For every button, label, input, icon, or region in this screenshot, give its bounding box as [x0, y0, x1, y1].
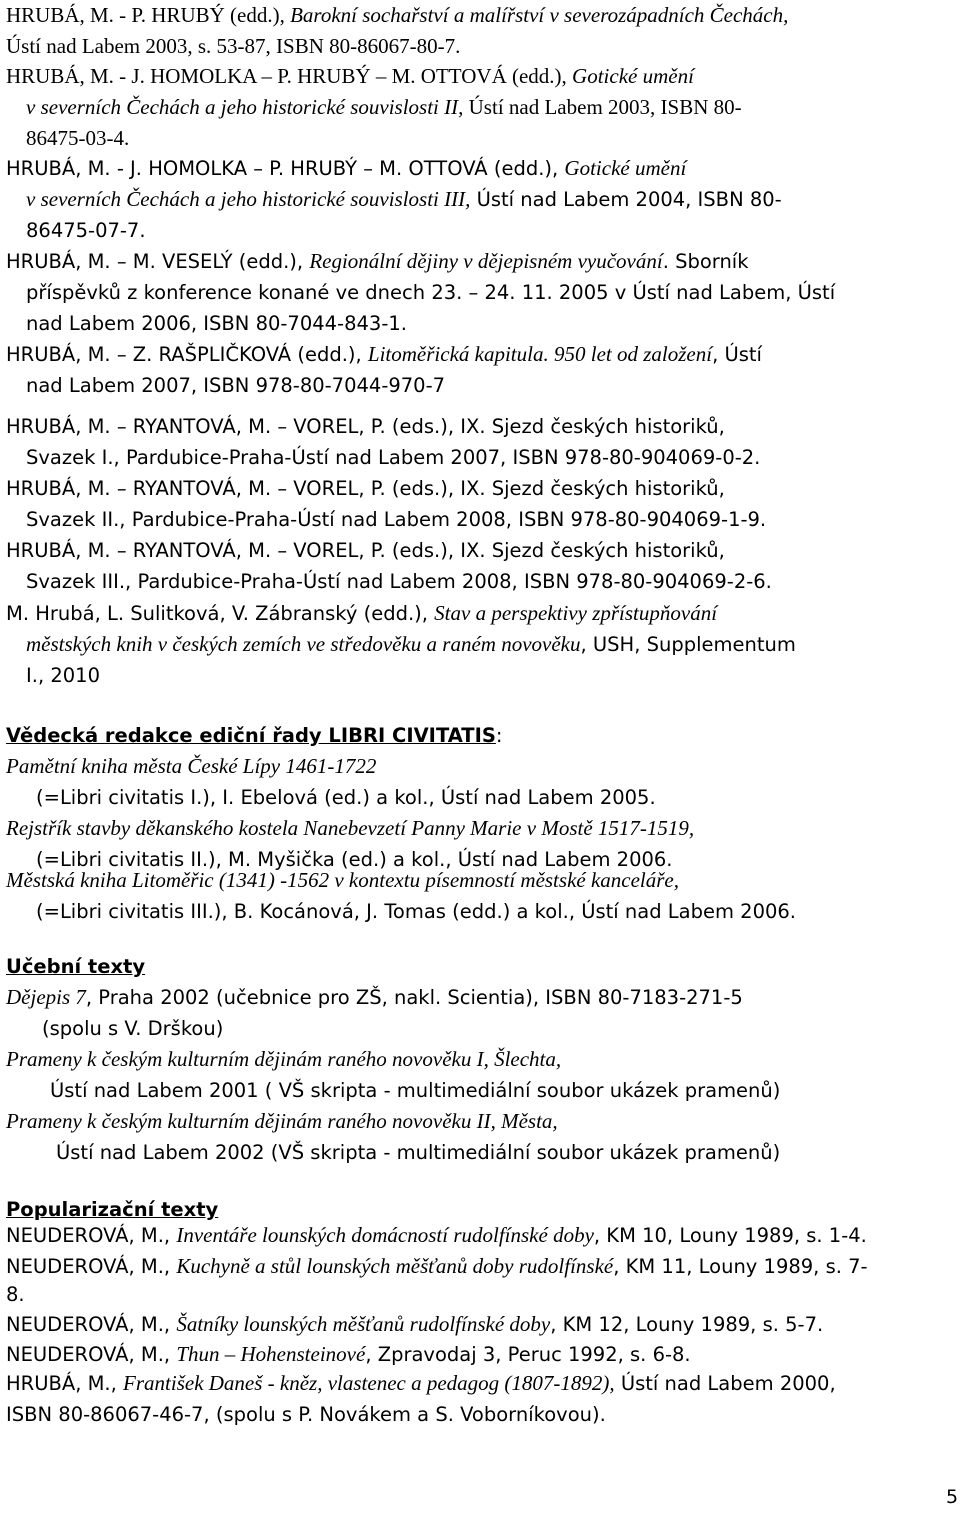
text-run: , KM 11, Louny 1989, s. 7- — [613, 1255, 868, 1278]
text-run: Pamětní kniha města České Lípy 1461-1722 — [6, 754, 377, 778]
text-run: Kuchyně a stůl lounských měšťanů doby rudolfínské — [176, 1254, 614, 1278]
text-run: , Praha 2002 (učebnice pro ZŠ, nakl. Scientia), ISBN 80-7183-271-5 — [85, 986, 743, 1009]
text-run: Ústí nad Labem 2000, — [614, 1372, 836, 1395]
text-run: . Sborník — [662, 250, 749, 273]
text-run: M. Hrubá, L. Sulitková, V. Zábranský (edd.), — [6, 602, 435, 625]
text-run: Svazek II., Pardubice-Praha-Ústí nad Labem 2008, ISBN 978-80-904069-1-9. — [26, 508, 767, 531]
text-line — [6, 1196, 218, 1223]
text-run: Rejstřík stavby děkanského kostela Nanebevzetí Panny Marie v Mostě 1517-1519, — [6, 816, 695, 840]
page-number: 5 — [946, 1486, 959, 1508]
text-line — [6, 1281, 25, 1308]
text-line — [26, 125, 129, 151]
text-run: nad Labem 2006, ISBN 80-7044-843-1. — [26, 312, 407, 335]
text-line — [6, 33, 460, 59]
text-line — [26, 631, 796, 658]
text-line — [6, 1222, 867, 1249]
text-line — [36, 784, 656, 811]
text-run: příspěvků z konference konané ve dnech 23. – 24. 11. 2005 v Ústí nad Labem, Ústí — [26, 281, 836, 304]
text-line — [6, 1311, 823, 1338]
text-run: HRUBÁ, M. – RYANTOVÁ, M. – VOREL, P. (eds.), IX. Sjezd českých historiků, — [6, 415, 725, 438]
text-run: Prameny k českým kulturním dějinám raného novověku II, Města, — [6, 1109, 558, 1133]
text-run: NEUDEROVÁ, M., — [6, 1343, 177, 1366]
text-line — [6, 1341, 691, 1368]
text-run: NEUDEROVÁ, M., — [6, 1313, 177, 1336]
text-run: v severních Čechách a jeho historické souvislosti II, — [26, 95, 464, 119]
text-run: František Daneš - kněz, vlastenec a pedagog (1807-1892), — [123, 1371, 615, 1395]
text-run: HRUBÁ, M. - J. HOMOLKA – P. HRUBÝ – M. OTTOVÁ (edd.), — [6, 157, 565, 180]
text-run: , Ústí — [712, 343, 762, 366]
text-line — [26, 186, 782, 213]
text-run: Vědecká redakce ediční řady LIBRI CIVITATIS — [6, 724, 496, 747]
text-run: (=Libri civitatis III.), B. Kocánová, J. Tomas (edd.) a kol., Ústí nad Labem 2006. — [36, 900, 796, 923]
text-line — [26, 662, 100, 689]
text-run: Stav a perspektivy zpřístupňování — [434, 601, 718, 625]
text-line — [6, 63, 694, 89]
text-line — [6, 537, 725, 564]
text-line — [6, 753, 376, 779]
text-run: (=Libri civitatis II.), M. Myšička (ed.) a kol., Ústí nad Labem 2006. — [36, 848, 673, 871]
text-run: I., 2010 — [26, 664, 100, 687]
text-run: v severních Čechách a jeho historické souvislosti III, — [26, 187, 471, 211]
text-run: Ústí nad Labem 2003, ISBN 80- — [463, 95, 742, 119]
text-run: NEUDEROVÁ, M., — [6, 1255, 177, 1278]
text-run: HRUBÁ, M. - P. HRUBÝ (edd.), — [6, 3, 291, 27]
text-line — [26, 372, 445, 399]
text-run: Gotické umění — [572, 64, 694, 88]
text-run: HRUBÁ, M. – RYANTOVÁ, M. – VOREL, P. (eds.), IX. Sjezd českých historiků, — [6, 539, 725, 562]
text-line — [6, 155, 686, 182]
text-run: Městská kniha Litoměřic (1341) -1562 v kontextu písemností městské kanceláře, — [6, 868, 679, 892]
text-line — [26, 217, 146, 244]
text-run: : — [495, 724, 503, 747]
text-line — [6, 1046, 561, 1072]
text-run: nad Labem 2007, ISBN 978-80-7044-970-7 — [26, 374, 446, 397]
text-run: Učební texty — [6, 955, 146, 978]
text-line — [56, 1139, 780, 1166]
text-run: Svazek III., Pardubice-Praha-Ústí nad Labem 2008, ISBN 978-80-904069-2-6. — [26, 570, 772, 593]
text-run: Šatníky lounských měšťanů rudolfínské doby — [176, 1312, 551, 1336]
text-run: Gotické umění — [564, 156, 687, 180]
text-run: (=Libri civitatis I.), I. Ebelová (ed.) a kol., Ústí nad Labem 2005. — [36, 786, 656, 809]
text-run: Regionální dějiny v dějepisném vyučování — [309, 249, 663, 273]
text-line — [6, 1370, 836, 1397]
text-line — [6, 984, 743, 1011]
text-line — [6, 1108, 558, 1134]
text-run: Thun – Hohensteinové — [176, 1342, 366, 1366]
text-run: ISBN 80-86067-46-7, (spolu s P. Novákem a S. Voborníkovou). — [6, 1403, 606, 1426]
text-line — [26, 310, 407, 337]
text-run: městských knih v českých zemích ve středověku a raném novověku — [26, 632, 581, 656]
text-line — [6, 953, 145, 980]
text-line — [36, 898, 796, 925]
text-line — [6, 815, 694, 841]
text-run: , KM 10, Louny 1989, s. 1-4. — [593, 1224, 867, 1247]
text-run: 8. — [6, 1283, 25, 1306]
text-line — [26, 444, 760, 471]
text-run: Dějepis 7 — [6, 985, 86, 1009]
text-line — [42, 1015, 223, 1042]
text-run: NEUDEROVÁ, M., — [6, 1224, 177, 1247]
text-run: HRUBÁ, M., — [6, 1372, 124, 1395]
text-run: Barokní sochařství a malířství v severozápadních Čechách, — [290, 3, 789, 27]
text-run: Ústí nad Labem 2001 ( VŠ skripta - multimediální soubor ukázek pramenů) — [50, 1079, 781, 1102]
text-line — [26, 94, 742, 120]
text-line — [6, 475, 725, 502]
text-line — [26, 506, 766, 533]
text-run: Popularizační texty — [6, 1198, 219, 1221]
text-run: Litoměřická kapitula. 950 let od založení — [367, 342, 713, 366]
text-run: 86475-07-7. — [26, 219, 146, 242]
text-run: Inventáře lounských domácností rudolfínské doby — [176, 1223, 594, 1247]
text-run: 86475-03-4. — [26, 126, 130, 150]
text-run: HRUBÁ, M. - J. HOMOLKA – P. HRUBÝ – M. OTTOVÁ (edd.), — [6, 64, 573, 88]
text-line — [6, 341, 762, 368]
text-line — [6, 413, 725, 440]
text-run: HRUBÁ, M. – RYANTOVÁ, M. – VOREL, P. (eds.), IX. Sjezd českých historiků, — [6, 477, 725, 500]
text-line — [26, 568, 772, 595]
text-line — [26, 279, 835, 306]
text-run: (spolu s V. Drškou) — [42, 1017, 224, 1040]
text-run: , USH, Supplementum — [580, 633, 796, 656]
text-line — [6, 722, 503, 749]
text-run: HRUBÁ, M. – Z. RAŠPLIČKOVÁ (edd.), — [6, 343, 368, 366]
text-run: Ústí nad Labem 2003, s. 53-87, ISBN 80-86067-80-7. — [6, 34, 461, 58]
text-run: Prameny k českým kulturním dějinám raného novověku I, Šlechta, — [6, 1047, 562, 1071]
text-run: , Zpravodaj 3, Peruc 1992, s. 6-8. — [365, 1343, 691, 1366]
text-run: Ústí nad Labem 2002 (VŠ skripta - multimediální soubor ukázek pramenů) — [56, 1141, 781, 1164]
text-line — [6, 1253, 868, 1280]
text-line — [50, 1077, 780, 1104]
text-run: HRUBÁ, M. – M. VESELÝ (edd.), — [6, 250, 310, 273]
text-line — [6, 867, 679, 893]
text-run: , KM 12, Louny 1989, s. 5-7. — [550, 1313, 824, 1336]
text-run: Ústí nad Labem 2004, ISBN 80- — [470, 188, 782, 211]
text-run: Svazek I., Pardubice-Praha-Ústí nad Labem 2007, ISBN 978-80-904069-0-2. — [26, 446, 761, 469]
text-line — [6, 248, 749, 275]
text-line — [6, 2, 788, 28]
text-line — [6, 1401, 606, 1428]
text-line — [6, 600, 717, 627]
